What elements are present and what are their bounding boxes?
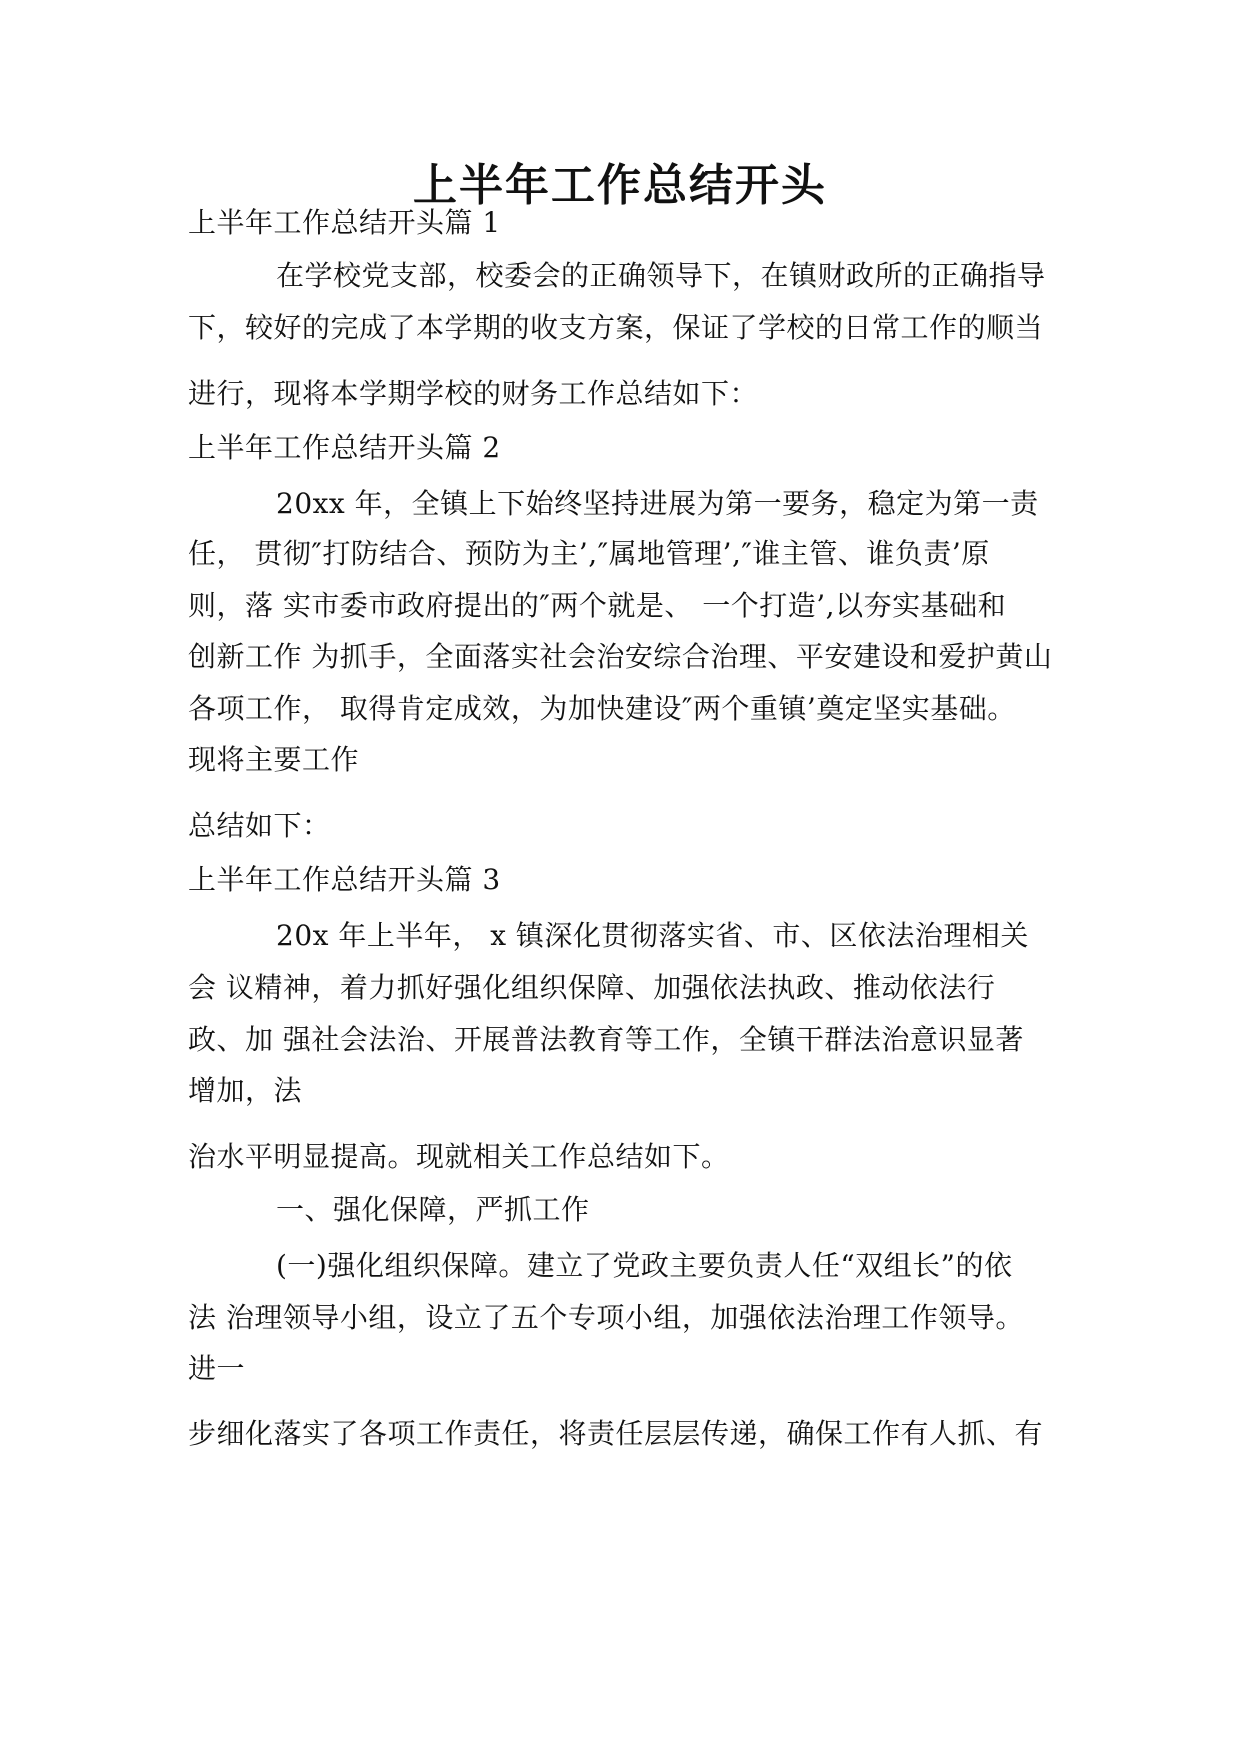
paragraph-line: 现将主要工作: [188, 743, 360, 776]
paragraph-line: (一)强化组织保障。建立了党政主要负责人任“双组长”的依: [276, 1249, 1013, 1282]
section-heading-3: 上半年工作总结开头篇 3: [188, 863, 501, 896]
paragraph-line: 进行，现将本学期学校的财务工作总结如下：: [188, 377, 759, 410]
paragraph-line: 20xx 年，全镇上下始终坚持进展为第一要务，稳定为第一责: [276, 487, 1039, 520]
section-heading-1: 上半年工作总结开头篇 1: [188, 206, 501, 239]
section-heading-2: 上半年工作总结开头篇 2: [188, 431, 501, 464]
subsection-heading: 一、强化保障，严抓工作: [276, 1193, 590, 1226]
paragraph-line: 则，落 实市委市政府提出的″两个就是、 一个打造’,以夯实基础和: [188, 589, 1007, 622]
paragraph-line: 创新工作 为抓手，全面落实社会治安综合治理、平安建设和爱护黄山: [188, 640, 1053, 673]
paragraph-line: 下，较好的完成了本学期的收支方案，保证了学校的日常工作的顺当: [188, 311, 1044, 344]
paragraph-line: 总结如下：: [188, 809, 331, 842]
paragraph-line: 治水平明显提高。现就相关工作总结如下。: [188, 1140, 730, 1173]
paragraph-line: 法 治理领导小组，设立了五个专项小组，加强依法治理工作领导。: [188, 1301, 1024, 1334]
paragraph-line: 20x 年上半年， x 镇深化贯彻落实省、市、区依法治理相关: [276, 919, 1029, 952]
paragraph-line: 步细化落实了各项工作责任，将责任层层传递，确保工作有人抓、有: [188, 1417, 1044, 1450]
paragraph-line: 增加，法: [188, 1074, 303, 1107]
paragraph-line: 政、加 强社会法治、开展普法教育等工作，全镇干群法治意识显著: [188, 1023, 1024, 1056]
paragraph-line: 各项工作， 取得肯定成效，为加快建设″两个重镇’奠定坚实基础。: [188, 692, 1016, 725]
paragraph-line: 进一: [188, 1352, 246, 1385]
paragraph-line: 任， 贯彻″打防结合、预防为主’,″属地管理’,″谁主管、谁负责’原: [188, 537, 990, 570]
paragraph-line: 在学校党支部，校委会的正确领导下，在镇财政所的正确指导: [276, 259, 1046, 292]
paragraph-line: 会 议精神，着力抓好强化组织保障、加强依法执政、推动依法行: [188, 971, 996, 1004]
document-title: 上半年工作总结开头: [413, 160, 827, 211]
